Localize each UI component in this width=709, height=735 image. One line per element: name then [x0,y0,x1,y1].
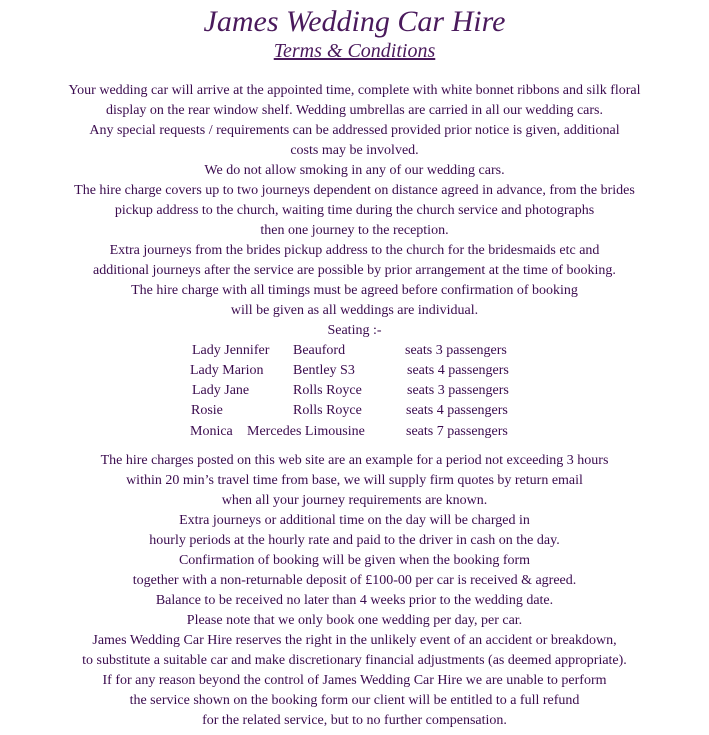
intro-line: then one journey to the reception. [260,223,449,238]
intro-line: The hire charge with all timings must be agreed before confirmation of booking [131,283,578,298]
seating-capacity: seats 3 passengers [405,343,507,358]
seating-capacity: seats 4 passengers [407,363,509,378]
terms-line: James Wedding Car Hire reserves the right in the unlikely event of an accident or breakdown, [92,633,617,648]
terms-line: Extra journeys or additional time on the day will be charged in [179,513,530,528]
terms-line: when all your journey requirements are known. [221,493,488,508]
intro-line: additional journeys after the service are possible by prior arrangement at the time of booking. [93,263,616,278]
terms-line: within 20 min’s travel time from base, we will supply firm quotes by return email [126,473,583,488]
page-subtitle: Terms & Conditions [273,40,436,62]
terms-line: Confirmation of booking will be given when the booking form [178,553,531,568]
terms-line: Balance to be received no later than 4 weeks prior to the wedding date. [155,593,554,608]
seating-name: Lady Jane [192,383,250,398]
seating-capacity: seats 4 passengers [406,403,508,418]
seating-name: Monica [190,424,233,439]
intro-line: costs may be involved. [290,143,419,158]
seating-capacity: seats 3 passengers [407,383,509,398]
intro-line: We do not allow smoking in any of our wedding cars. [204,163,505,178]
terms-line: If for any reason beyond the control of James Wedding Car Hire we are unable to perform [102,673,607,688]
seating-name: Rosie [191,403,223,418]
seating-heading: Seating :- [327,323,382,338]
terms-line: together with a non-returnable deposit of £100-00 per car is received & agreed. [132,573,577,588]
intro-line: Your wedding car will arrive at the appointed time, complete with white bonnet ribbons and silk floral [68,83,641,98]
intro-line: pickup address to the church, waiting time during the church service and photographs [114,203,595,218]
terms-line: hourly periods at the hourly rate and paid to the driver in cash on the day. [149,533,560,548]
seating-name: Lady Marion [190,363,264,378]
intro-line: Any special requests / requirements can be addressed provided prior notice is given, additional [89,123,620,138]
intro-text [0,81,709,341]
terms-line: Please note that we only book one wedding per day, per car. [186,613,523,628]
seating-car: Bentley S3 [293,363,355,378]
seating-name: Lady Jennifer [192,343,270,358]
terms-text [0,451,709,731]
terms-line: to substitute a suitable car and make discretionary financial adjustments (as deemed appropriate). [82,653,627,668]
intro-line: The hire charge covers up to two journeys dependent on distance agreed in advance, from the brides [74,183,635,198]
intro-line: display on the rear window shelf. Wedding umbrellas are carried in all our wedding cars. [105,103,603,118]
seating-car: Mercedes Limousine [247,424,365,439]
seating-car: Beauford [293,343,346,358]
seating-car: Rolls Royce [293,383,362,398]
page-title: James Wedding Car Hire [203,5,506,38]
intro-line: Extra journeys from the brides pickup address to the church for the bridesmaids etc and [109,243,600,258]
terms-line: for the related service, but to no further compensation. [202,713,507,728]
terms-line: The hire charges posted on this web site are an example for a period not exceeding 3 hours [100,453,609,468]
seating-capacity: seats 7 passengers [406,424,508,439]
intro-line: will be given as all weddings are individual. [230,303,479,318]
seating-car: Rolls Royce [293,403,362,418]
terms-line: the service shown on the booking form our client will be entitled to a full refund [129,693,580,708]
